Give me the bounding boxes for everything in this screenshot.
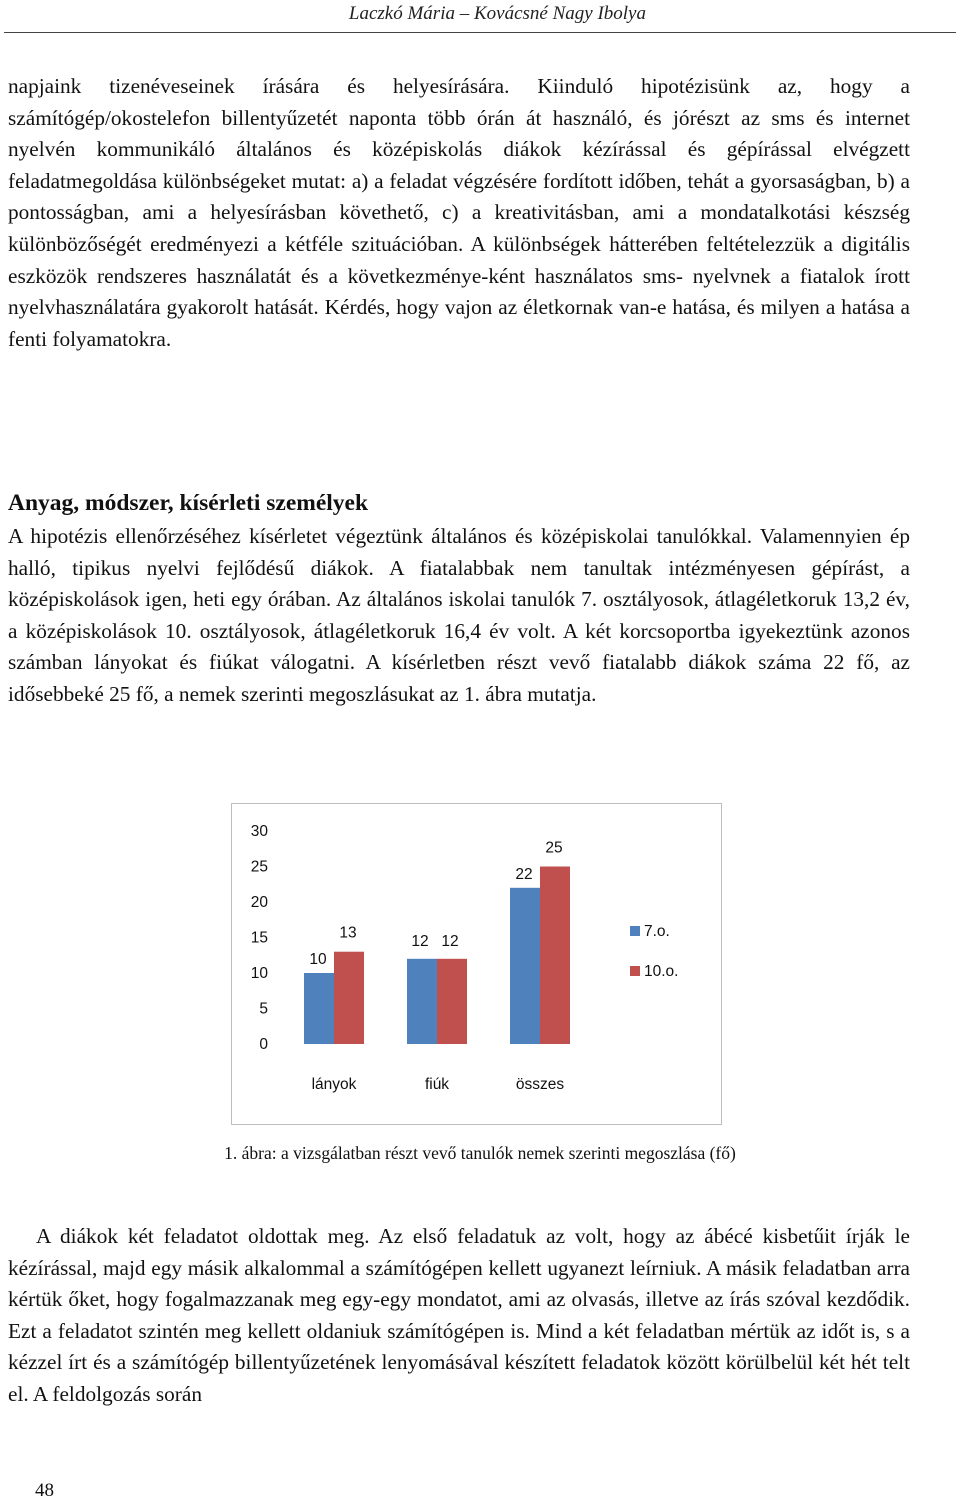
header-divider: [4, 32, 956, 33]
data-label: 12: [411, 932, 429, 950]
y-tick-label: 20: [250, 894, 268, 911]
bar: [407, 959, 437, 1044]
legend-label: 10.o.: [644, 963, 679, 980]
category-label: fiúk: [424, 1076, 450, 1093]
page-number: 48: [35, 1480, 54, 1501]
running-title: Laczkó Mária – Kovácsné Nagy Ibolya: [348, 3, 646, 24]
section-title: Anyag, módszer, kísérleti személyek: [8, 490, 369, 516]
legend-swatch: [630, 966, 640, 976]
page-header: [0, 0, 960, 34]
data-label: 13: [339, 924, 357, 942]
y-tick-label: 25: [250, 858, 268, 876]
data-label: 12: [441, 932, 459, 950]
category-label: lányok: [311, 1076, 357, 1093]
category-label: összes: [515, 1076, 565, 1093]
bar: [334, 952, 364, 1044]
bar: [540, 867, 570, 1045]
legend-swatch: [630, 926, 640, 936]
bar: [437, 959, 467, 1044]
y-tick-label: 0: [259, 1036, 268, 1053]
paragraph-hypothesis: napjaink tizenéveseinek írására és helyesírására. Kiinduló hipotézisünk az, hogy a számítógép/okostelefon billentyűzetét naponta több órán át használó, és jórészt az sms és internet nyelvén kommunikáló általános és középiskolás diákok kézírással és gépírással elvégzett feladatmegoldása különbségeket mutat: a) a feladat végzésére fordított időben, tehát a gyorsaságban, b) a pontosságban, ami a helyesírásban követhető, c) a kreativitásban, ami a mondatalkotási készség különbözőségét eredményezi a kétféle szituációban. A különbségek hátterében feltételezzük a digitális eszközök rendszeres használatát és a következménye-ként használatos sms- nyelvnek a fiatalok írott nyelvhasználatára gyakorolt hatását. Kérdés, hogy vajon az életkornak van-e hatása, és milyen a hatása a fenti folyamatokra.: [8, 74, 910, 351]
y-tick-label: 5: [259, 1000, 268, 1018]
paragraph-methods: A hipotézis ellenőrzéséhez kísérletet végeztünk általános és középiskolai tanulókkal. Valamennyien ép halló, tipikus nyelvi fejlődésű diákok. A fiatalabbak nem tanultak intézményesen gépírást, a középiskolások igen, heti egy órában. Az általános iskolai tanulók 7. osztályosok, átlagéletkoruk 13,2 év, a középiskolások 10. osztályosok, átlagéletkoruk 16,4 év volt. A két korcsoportba igyekeztünk azonos számban lányokat és fiúkat válogatni. A kísérletben részt vevő fiatalabb diákok száma 22 fő, az idősebbeké 25 fő, a nemek szerinti megoszlásukat az 1. ábra mutatja.: [8, 524, 910, 706]
bar: [304, 973, 334, 1044]
data-label: 10: [309, 951, 327, 968]
bar-chart: [231, 803, 722, 1125]
chart-canvas: [232, 804, 723, 1126]
paragraph-tasks: A diákok két feladatot oldottak meg. Az első feladatuk az volt, hogy az ábécé kisbetűit írják le kézírással, majd egy másik alkalommal a számítógépen kellett ugyanezt leírniuk. A másik feladatban arra kértük őket, hogy fogalmazzanak meg egy-egy mondatot, ami az olvasás, illetve az írás szóval kezdődik. Ezt a feladatot szintén meg kellett oldaniuk számítógépen is. Mind a két feladatban mértük az időt is, s a kézzel írt és a számítógép billentyűzetének lenyomásával készített feladatok között körülbelül két hét telt el. A feldolgozás során: [8, 1224, 910, 1406]
data-label: 22: [515, 865, 533, 883]
y-tick-label: 30: [250, 823, 268, 840]
figure-caption: 1. ábra: a vizsgálatban részt vevő tanulók nemek szerinti megoszlása (fő): [224, 1143, 736, 1163]
data-label: 25: [545, 839, 563, 857]
bar: [510, 888, 540, 1044]
y-tick-label: 15: [250, 929, 268, 947]
legend-label: 7.o.: [644, 923, 670, 940]
y-tick-label: 10: [250, 965, 268, 982]
